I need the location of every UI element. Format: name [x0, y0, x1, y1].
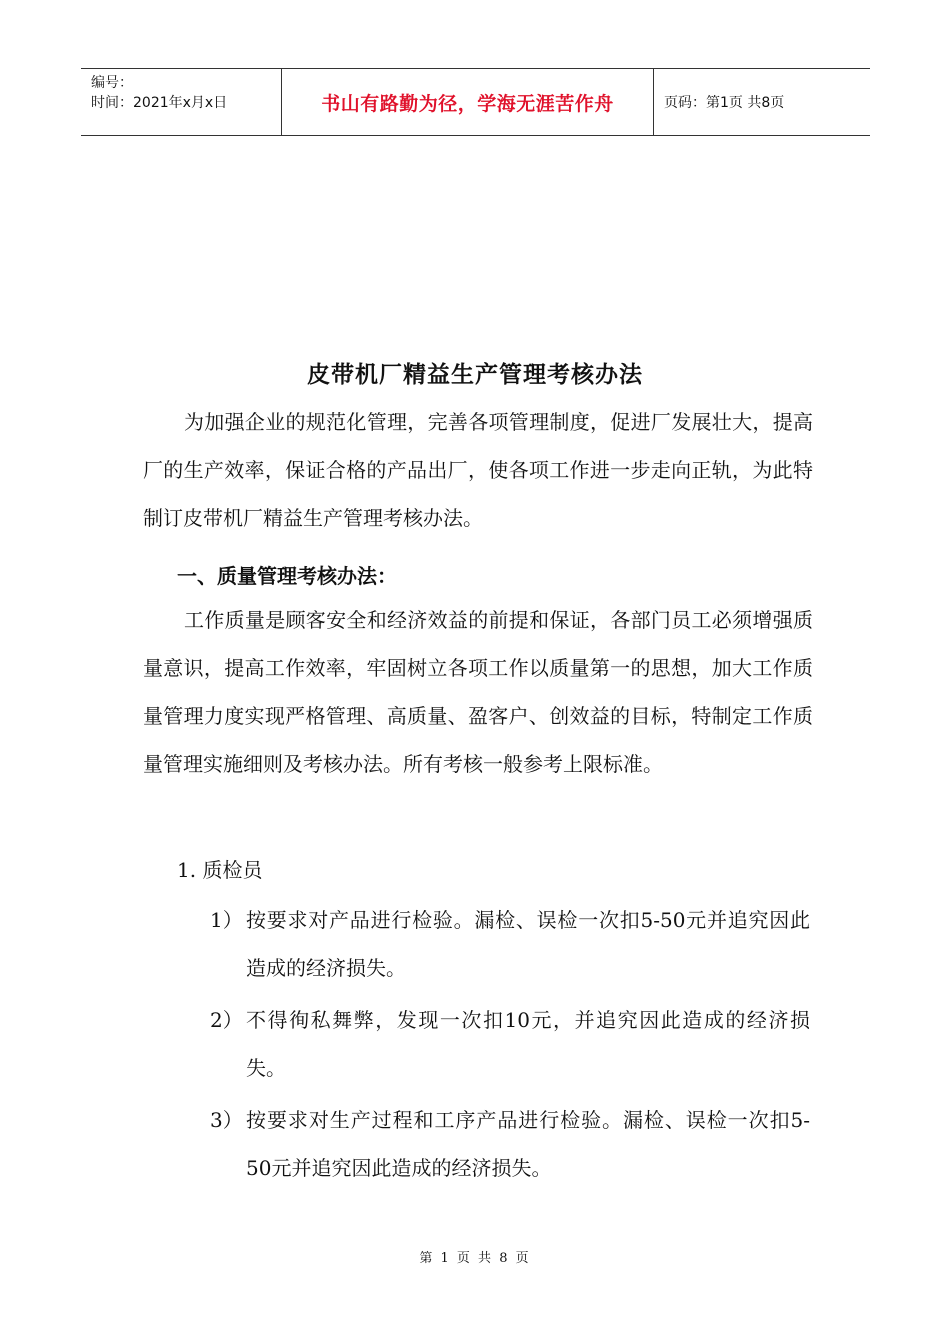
subitem-number: 3） — [210, 1108, 243, 1132]
number-label: 编号： — [91, 75, 133, 91]
subitem-text: 不得徇私舞弊，发现一次扣10元，并追究因此造成的经济损失。 — [246, 1008, 810, 1080]
time-label: 时间：2021年x月x日 — [91, 95, 228, 111]
page-info-text: 页码：第1页 共8页 — [664, 95, 785, 111]
motto-text: 书山有路勤为径，学海无涯苦作舟 — [321, 92, 614, 115]
header-motto-cell — [281, 69, 654, 135]
item-quality-inspector: 1. 质检员 — [177, 858, 263, 882]
document-title: 皮带机厂精益生产管理考核办法 — [307, 362, 643, 388]
section-heading-quality: 一、质量管理考核办法： — [177, 564, 397, 588]
subitem-number: 1） — [210, 908, 243, 932]
header-meta — [81, 69, 281, 135]
subitem-3 — [210, 1096, 810, 1192]
subitem-text: 按要求对生产过程和工序产品进行检验。漏检、误检一次扣5-50元并追究因此造成的经济损失。 — [246, 1108, 810, 1180]
page-footer: 第 1 页 共 8 页 — [419, 1251, 531, 1266]
subitem-number: 2） — [210, 1008, 243, 1032]
section-quality-body: 工作质量是顾客安全和经济效益的前提和保证，各部门员工必须增强质量意识，提高工作效率，牢固树立各项工作以质量第一的思想，加大工作质量管理力度实现严格管理、高质量、盈客户、创效益的目标，特制定工作质量管理实施细则及考核办法。所有考核一般参考上限标准。 — [143, 608, 813, 776]
page-header — [81, 68, 870, 136]
intro-paragraph: 为加强企业的规范化管理，完善各项管理制度，促进厂发展壮大，提高厂的生产效率，保证合格的产品出厂，使各项工作进一步走向正轨，为此特制订皮带机厂精益生产管理考核办法。 — [143, 410, 813, 530]
subitem-2 — [210, 996, 810, 1092]
header-page-info — [654, 69, 870, 135]
subitem-text: 按要求对产品进行检验。漏检、误检一次扣5-50元并追究因此造成的经济损失。 — [246, 908, 810, 980]
subitem-1 — [210, 896, 810, 992]
